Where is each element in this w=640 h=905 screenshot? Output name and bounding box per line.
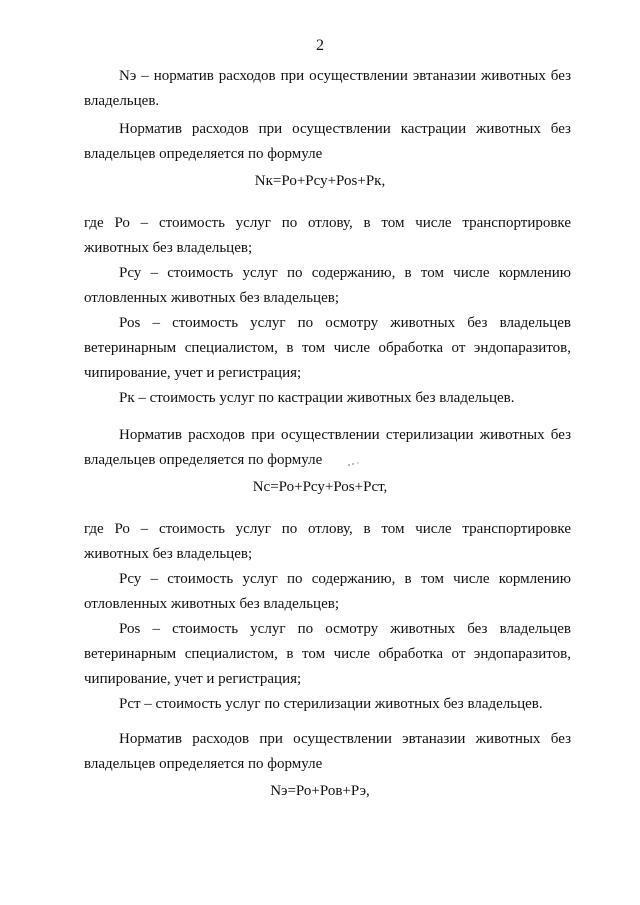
castration-po-line-2: животных без владельцев;: [84, 240, 253, 256]
sterilization-po-line-1: где Ро – стоимость услуг по отлову, в том числе транспортировке: [84, 521, 571, 537]
sterilization-po-line-2: животных без владельцев;: [84, 546, 253, 562]
page-number: 2: [316, 37, 324, 54]
sterilization-pos-line-3: чипирование, учет и регистрация;: [84, 671, 302, 687]
castration-intro-line-1: Норматив расходов при осуществлении кастрации животных без: [119, 121, 571, 137]
sterilization-psu-line-2: отловленных животных без владельцев;: [84, 596, 339, 612]
castration-pos-line-1: Роs – стоимость услуг по осмотру животных без владельцев: [119, 315, 571, 331]
euthanasia-intro-paragraph: [84, 727, 571, 777]
euthanasia-intro-line-2: владельцев определяется по формуле: [84, 756, 323, 772]
intro-paragraph: [84, 64, 571, 114]
castration-pos-line-3: чипирование, учет и регистрация;: [84, 365, 302, 381]
sterilization-formula: Nс=Ро+Рсу+Роs+Рст,: [252, 479, 388, 495]
castration-formula: Nк=Ро+Рсу+Роs+Рк,: [254, 173, 386, 189]
sterilization-pos-line-2: ветеринарным специалистом, в том числе обработка от эндопаразитов,: [84, 646, 571, 662]
castration-psu-line-1: Рсу – стоимость услуг по содержанию, в том числе кормлению: [119, 265, 571, 281]
castration-psu-line-2: отловленных животных без владельцев;: [84, 290, 339, 306]
sterilization-intro-line-1: Норматив расходов при осуществлении стерилизации животных без: [119, 427, 571, 443]
sterilization-pst-line: Рст – стоимость услуг по стерилизации животных без владельцев.: [119, 696, 543, 712]
castration-pos-line-2: ветеринарным специалистом, в том числе обработка от эндопаразитов,: [84, 340, 571, 356]
sterilization-terms: [84, 517, 571, 717]
euthanasia-formula: Nэ=Ро+Ров+Рэ,: [270, 783, 370, 799]
euthanasia-intro-line-1: Норматив расходов при осуществлении эвтаназии животных без: [119, 731, 571, 747]
sterilization-intro-line-2: владельцев определяется по формуле: [84, 452, 323, 468]
sterilization-pos-line-1: Роs – стоимость услуг по осмотру животных без владельцев: [119, 621, 571, 637]
scan-speck: [347, 461, 361, 467]
intro-line-1: Nэ – норматив расходов при осуществлении эвтаназии животных без: [119, 68, 571, 84]
castration-pk-line: Рк – стоимость услуг по кастрации животных без владельцев.: [119, 390, 515, 406]
castration-intro-paragraph: [84, 117, 571, 167]
intro-line-2: владельцев.: [84, 93, 160, 109]
sterilization-psu-line-1: Рсу – стоимость услуг по содержанию, в том числе кормлению: [119, 571, 571, 587]
castration-intro-line-2: владельцев определяется по формуле: [84, 146, 323, 162]
castration-terms: [84, 211, 571, 411]
sterilization-intro-paragraph: [84, 423, 571, 473]
castration-po-line-1: где Ро – стоимость услуг по отлову, в том числе транспортировке: [84, 215, 571, 231]
